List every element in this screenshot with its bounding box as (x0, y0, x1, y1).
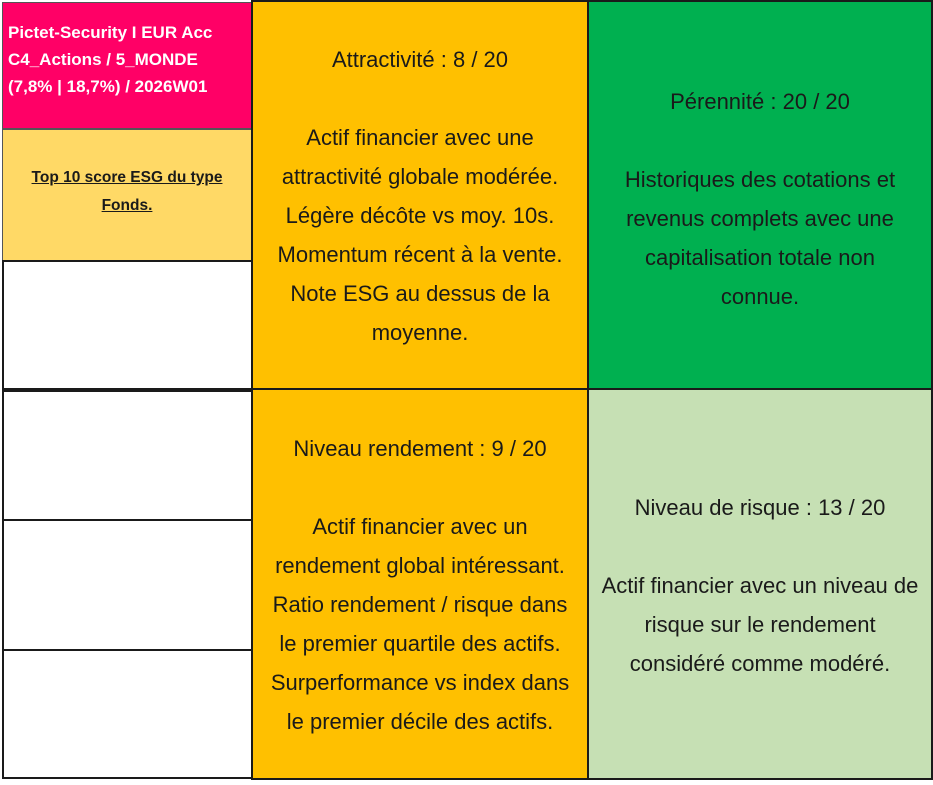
rendement-line: le premier décile des actifs. (286, 709, 554, 734)
empty-cell-1 (2, 260, 253, 390)
fund-stats: (7,8% | 18,7%) / 2026W01 (8, 77, 208, 96)
rendement-line: Actif financier avec un (312, 514, 528, 539)
rendement-score-box (251, 388, 589, 780)
rendement-line: rendement global intéressant. (275, 553, 565, 578)
perennite-line: Historiques des cotations et (624, 167, 896, 192)
perennite-line: connue. (720, 284, 800, 309)
risque-line: Actif financier avec un niveau de (601, 572, 919, 598)
attractivite-score-box (251, 0, 589, 390)
perennite-line: capitalisation totale non (645, 245, 875, 270)
risque-heading: Niveau de risque : 13 / 20 (634, 494, 886, 520)
attractivite-line: Actif financier avec une (306, 125, 534, 150)
attractivite-line: Momentum récent à la vente. (277, 242, 563, 267)
rendement-heading: Niveau rendement : 9 / 20 (293, 436, 547, 461)
risque-line: considéré comme modéré. (629, 650, 891, 676)
esg-rank-line-1: Top 10 score ESG du type (31, 169, 223, 186)
attractivite-line: Légère décôte vs moy. 10s. (285, 203, 555, 228)
perennite-score-box (587, 0, 933, 390)
attractivite-line: Note ESG au dessus de la (290, 281, 550, 306)
attractivite-line: attractivité globale modérée. (281, 164, 559, 189)
fund-category: C4_Actions / 5_MONDE (8, 50, 198, 69)
risque-score-box (587, 388, 933, 780)
perennite-heading: Pérennité : 20 / 20 (670, 89, 850, 114)
empty-cell-4 (2, 649, 253, 779)
rendement-line: Ratio rendement / risque dans (272, 592, 568, 617)
attractivite-line: moyenne. (371, 320, 469, 345)
risque-line: risque sur le rendement (644, 611, 876, 637)
fund-title-cell (2, 2, 252, 129)
attractivite-heading: Attractivité : 8 / 20 (331, 47, 509, 72)
perennite-line: revenus complets avec une (626, 206, 894, 231)
fund-name: Pictet-Security I EUR Acc (8, 23, 213, 42)
rendement-line: Surperformance vs index dans (270, 670, 570, 695)
rendement-line: le premier quartile des actifs. (279, 631, 561, 656)
esg-rank-line-2: Fonds. (101, 197, 153, 214)
empty-cell-2 (2, 390, 253, 521)
esg-rank-cell (2, 129, 252, 261)
empty-cell-3 (2, 519, 253, 651)
